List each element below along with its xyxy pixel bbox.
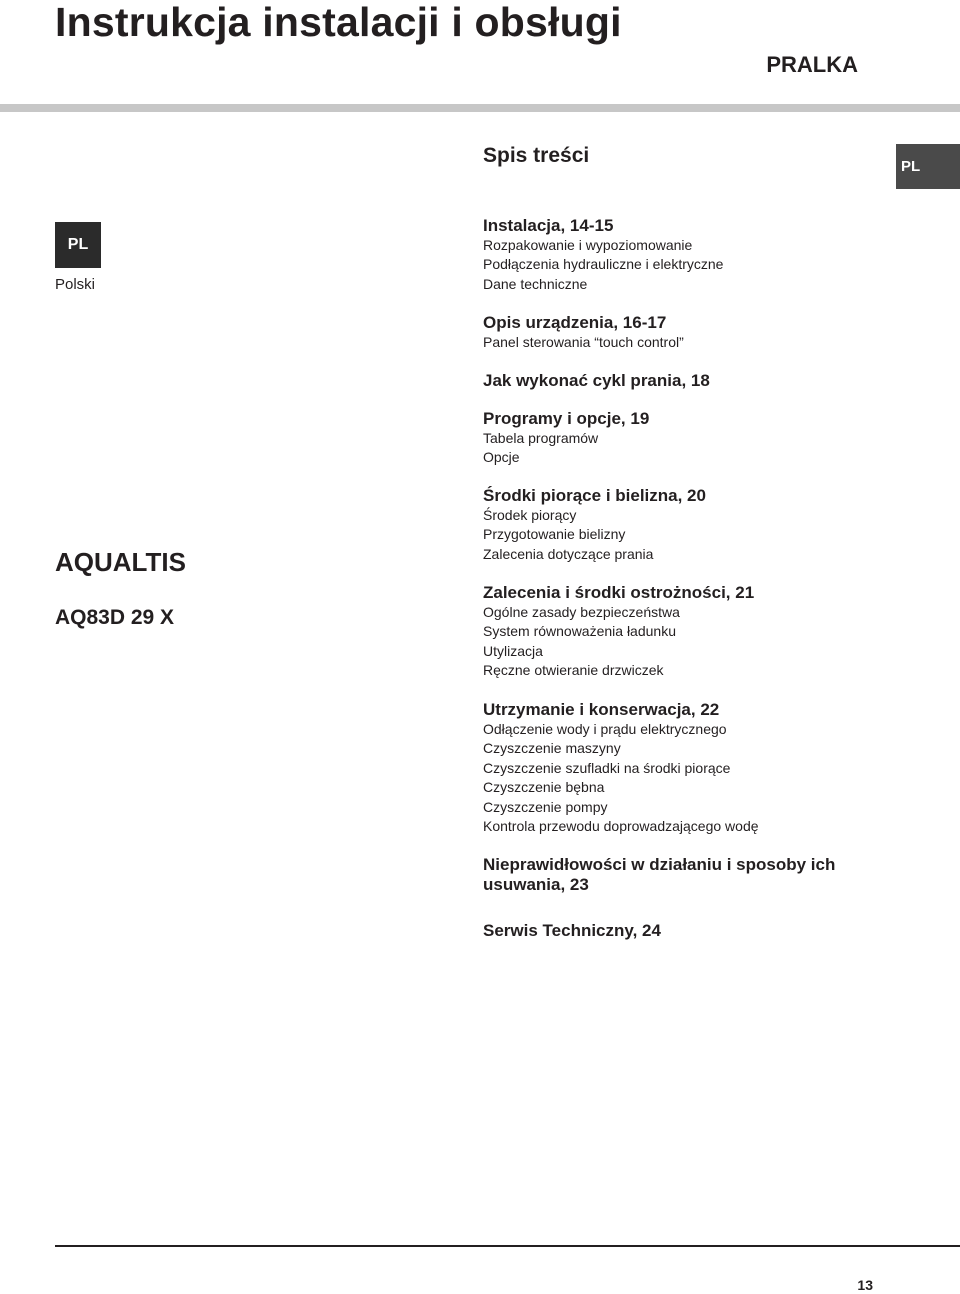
toc-section-heading[interactable]: Serwis Techniczny, 24: [483, 921, 661, 940]
toc-entry[interactable]: Rozpakowanie i wypoziomowanie: [483, 237, 693, 253]
toc-section-heading[interactable]: Zalecenia i środki ostrożności, 21: [483, 583, 755, 602]
product-type-label: PRALKA: [766, 52, 858, 77]
toc-section-detergents: [483, 486, 706, 564]
toc-entry[interactable]: Czyszczenie szufladki na środki piorące: [483, 759, 731, 776]
toc-entry[interactable]: Dane techniczne: [483, 275, 588, 292]
toc-entry[interactable]: Ręczne otwieranie drzwiczek: [483, 662, 664, 679]
toc-entry[interactable]: System równoważenia ładunku: [483, 623, 676, 640]
toc-section-service: [483, 921, 661, 941]
toc-entry[interactable]: Czyszczenie maszyny: [483, 740, 621, 757]
toc-section-heading[interactable]: Opis urządzenia, 16-17: [483, 313, 667, 332]
toc-entry[interactable]: Odłączenie wody i prądu elektrycznego: [483, 721, 727, 737]
toc-entry[interactable]: Opcje: [483, 449, 520, 466]
toc-section-description: [483, 313, 684, 352]
toc-section-heading[interactable]: Środki piorące i bielizna, 20: [483, 486, 706, 505]
toc-entry[interactable]: Zalecenia dotyczące prania: [483, 545, 654, 562]
brand-name: AQUALTIS: [55, 547, 186, 577]
toc-section-maintenance: [483, 700, 759, 836]
language-name: Polski: [55, 276, 96, 293]
toc-entry[interactable]: Czyszczenie pompy: [483, 798, 608, 815]
toc-section-precautions: [483, 583, 754, 681]
toc-entry[interactable]: Ogólne zasady bezpieczeństwa: [483, 604, 680, 620]
toc-entry[interactable]: Panel sterowania “touch control”: [483, 334, 684, 350]
toc-section-heading[interactable]: Nieprawidłowości w działaniu i sposoby ich usuwania, 23: [483, 855, 836, 894]
language-badge: PL: [55, 222, 101, 268]
toc-section-heading[interactable]: Utrzymanie i konserwacja, 22: [483, 700, 720, 719]
toc-entry[interactable]: Środek piorący: [483, 507, 577, 523]
page-number: 13: [857, 1277, 873, 1293]
toc-entry[interactable]: Utylizacja: [483, 642, 543, 659]
toc-entry[interactable]: Kontrola przewodu doprowadzającego wodę: [483, 818, 759, 835]
toc-section-heading[interactable]: Jak wykonać cykl prania, 18: [483, 371, 710, 390]
header-divider: [0, 104, 960, 112]
document-title: Instrukcja instalacji i obsługi: [55, 0, 622, 45]
footer-divider: [55, 1245, 960, 1247]
toc-entry[interactable]: Tabela programów: [483, 430, 599, 446]
toc-entry[interactable]: Czyszczenie bębna: [483, 779, 605, 796]
language-tab[interactable]: PL: [896, 144, 960, 189]
toc-section-heading[interactable]: Programy i opcje, 19: [483, 409, 650, 428]
toc-section-wash-cycle: [483, 371, 710, 391]
toc-section-programs: [483, 409, 649, 468]
toc-section-troubleshooting: [483, 855, 863, 895]
toc-entry[interactable]: Podłączenia hydrauliczne i elektryczne: [483, 256, 724, 273]
toc-title: Spis treści: [483, 144, 590, 167]
toc-section-installation: [483, 216, 723, 294]
toc-entry[interactable]: Przygotowanie bielizny: [483, 526, 626, 543]
toc-section-heading[interactable]: Instalacja, 14-15: [483, 216, 614, 235]
model-name: AQ83D 29 X: [55, 606, 175, 629]
